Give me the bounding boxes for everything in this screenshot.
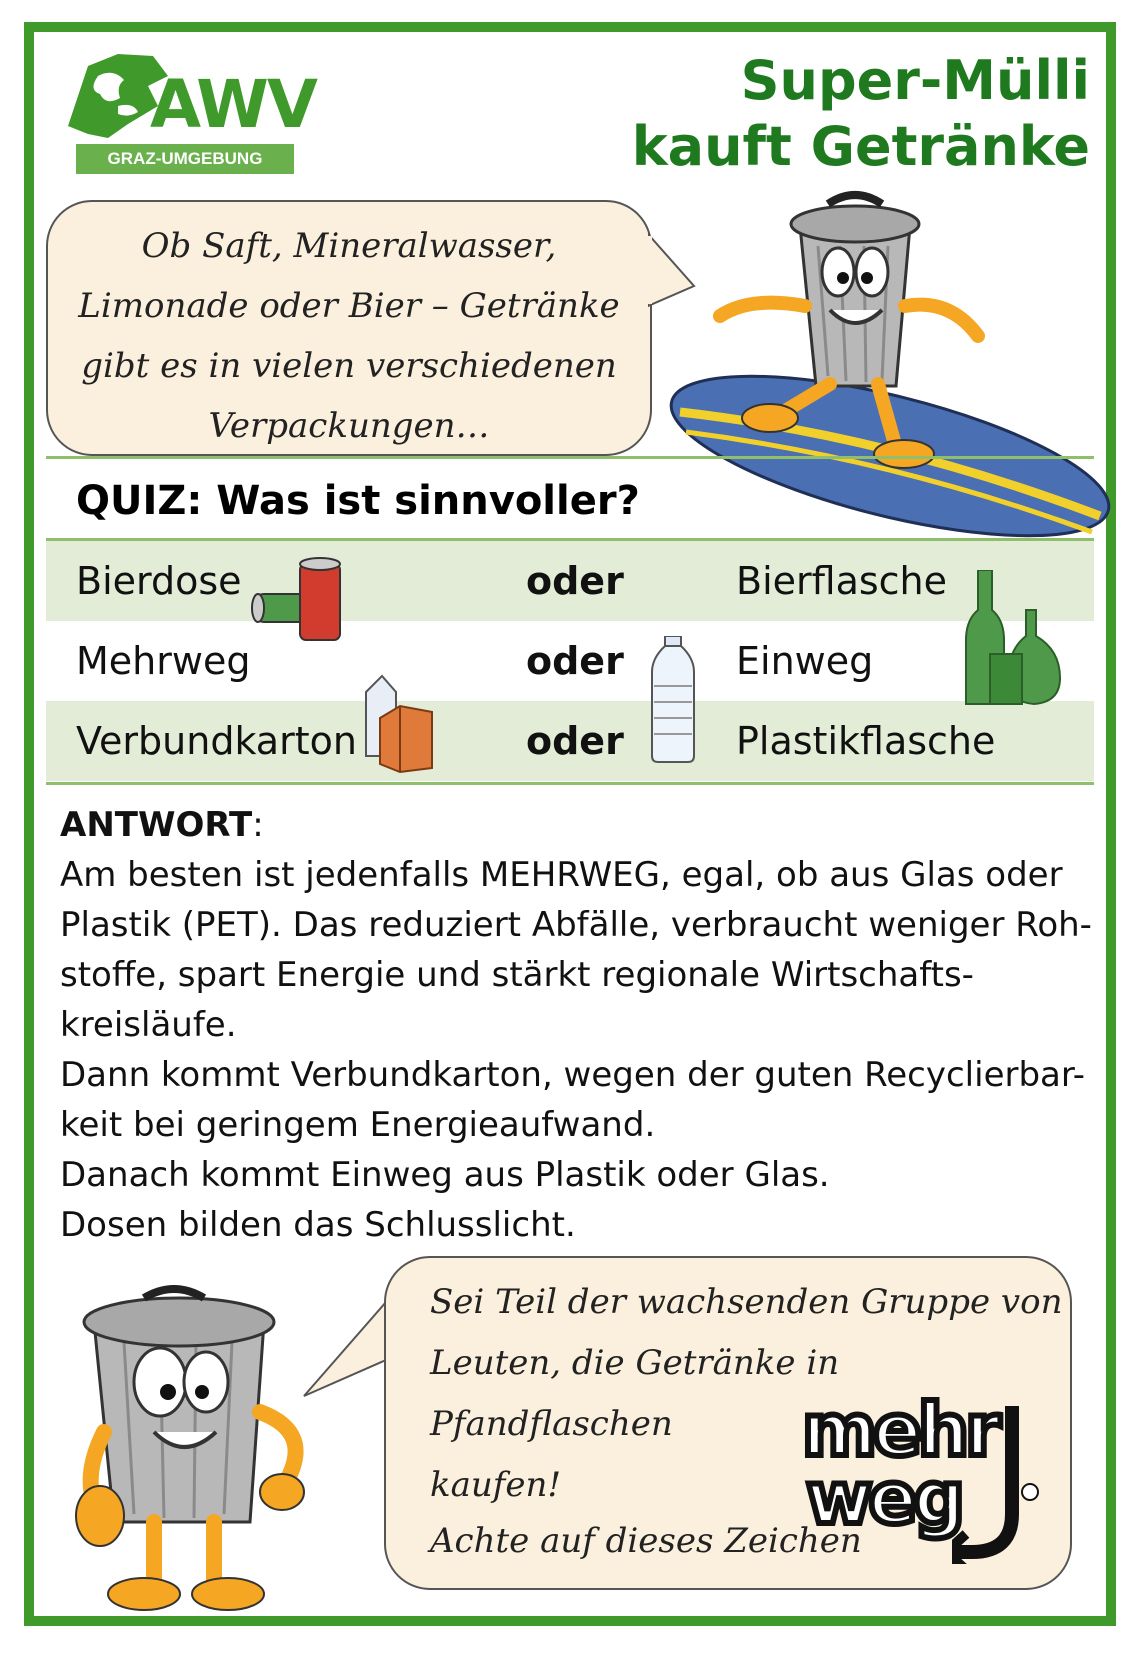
bubble-tail-icon <box>300 1300 390 1420</box>
surfing-trash-can-mascot-icon <box>660 186 1120 566</box>
mehrweg-badge <box>802 1388 1042 1564</box>
callout-line: kaufen! <box>430 1465 562 1505</box>
intro-speech-bubble <box>46 200 652 456</box>
quiz-option-left: Verbundkarton <box>76 719 357 763</box>
plastic-bottle-icon <box>648 636 698 764</box>
page-title <box>632 48 1090 180</box>
answer-label: ANTWORT <box>60 805 253 845</box>
quiz-row <box>46 701 1094 781</box>
callout-line: Sei Teil der wachsenden Gruppe von <box>430 1282 1063 1322</box>
logo-wordmark: AWV <box>150 66 316 143</box>
quiz-option-right: Einweg <box>736 639 874 683</box>
logo-subtitle: GRAZ-UMGEBUNG <box>76 144 294 174</box>
glass-bottles-icon <box>964 570 1064 708</box>
answer-paragraph: Dosen bilden das Schlusslicht. <box>60 1205 576 1245</box>
callout-line: Leuten, die Getränke in Pfandflaschen <box>430 1343 840 1444</box>
title-line-2: kauft Getränke <box>631 115 1090 178</box>
return-arrow-icon <box>952 1402 1042 1564</box>
answer-paragraph: Am besten ist jedenfalls MEHRWEG, egal, ob aus Glas oder Plastik (PET). Das reduziert Abfälle, verbraucht weniger Roh-stoffe, spart Energie und stärkt regionale Wirtschafts-kreisläufe. <box>60 855 1092 1045</box>
quiz-connector: oder <box>526 559 624 603</box>
quiz-row <box>46 621 1094 701</box>
quiz-connector: oder <box>526 639 624 683</box>
callout-hint: Achte auf dieses Zeichen <box>430 1521 862 1561</box>
badge-line-2: weg <box>806 1456 961 1540</box>
quiz-option-left: Bierdose <box>76 559 242 603</box>
intro-line: Limonade oder Bier – Getränke <box>78 286 620 326</box>
quiz-top-rule <box>46 456 1094 459</box>
title-line-1: Super-Mülli <box>740 49 1090 112</box>
answer-paragraph: Dann kommt Verbundkarton, wegen der guten Recyclierbar-keit bei geringem Energieaufwand. <box>60 1055 1085 1145</box>
quiz-option-right: Bierflasche <box>736 559 948 603</box>
answer-label-suffix: : <box>252 805 264 845</box>
quiz-row <box>46 541 1094 621</box>
badge-line-1: mehr <box>802 1388 997 1472</box>
awv-logo <box>58 46 316 178</box>
answer-section <box>60 800 1100 1250</box>
quiz-connector: oder <box>526 719 624 763</box>
quiz-option-left: Mehrweg <box>76 639 251 683</box>
quiz-option-right: Plastikflasche <box>736 719 996 763</box>
answer-paragraph: Danach kommt Einweg aus Plastik oder Glas. <box>60 1155 830 1195</box>
answer-heading <box>60 800 1100 850</box>
intro-line: gibt es in vielen verschiedenen <box>81 346 617 386</box>
intro-line: Verpackungen… <box>208 406 490 446</box>
intro-line: Ob Saft, Mineralwasser, <box>141 226 557 266</box>
beer-can-icon <box>250 554 350 644</box>
quiz-bottom-rule <box>46 782 1094 785</box>
quiz-title: QUIZ: Was ist sinnvoller? <box>76 478 640 524</box>
beverage-carton-icon <box>362 672 438 774</box>
